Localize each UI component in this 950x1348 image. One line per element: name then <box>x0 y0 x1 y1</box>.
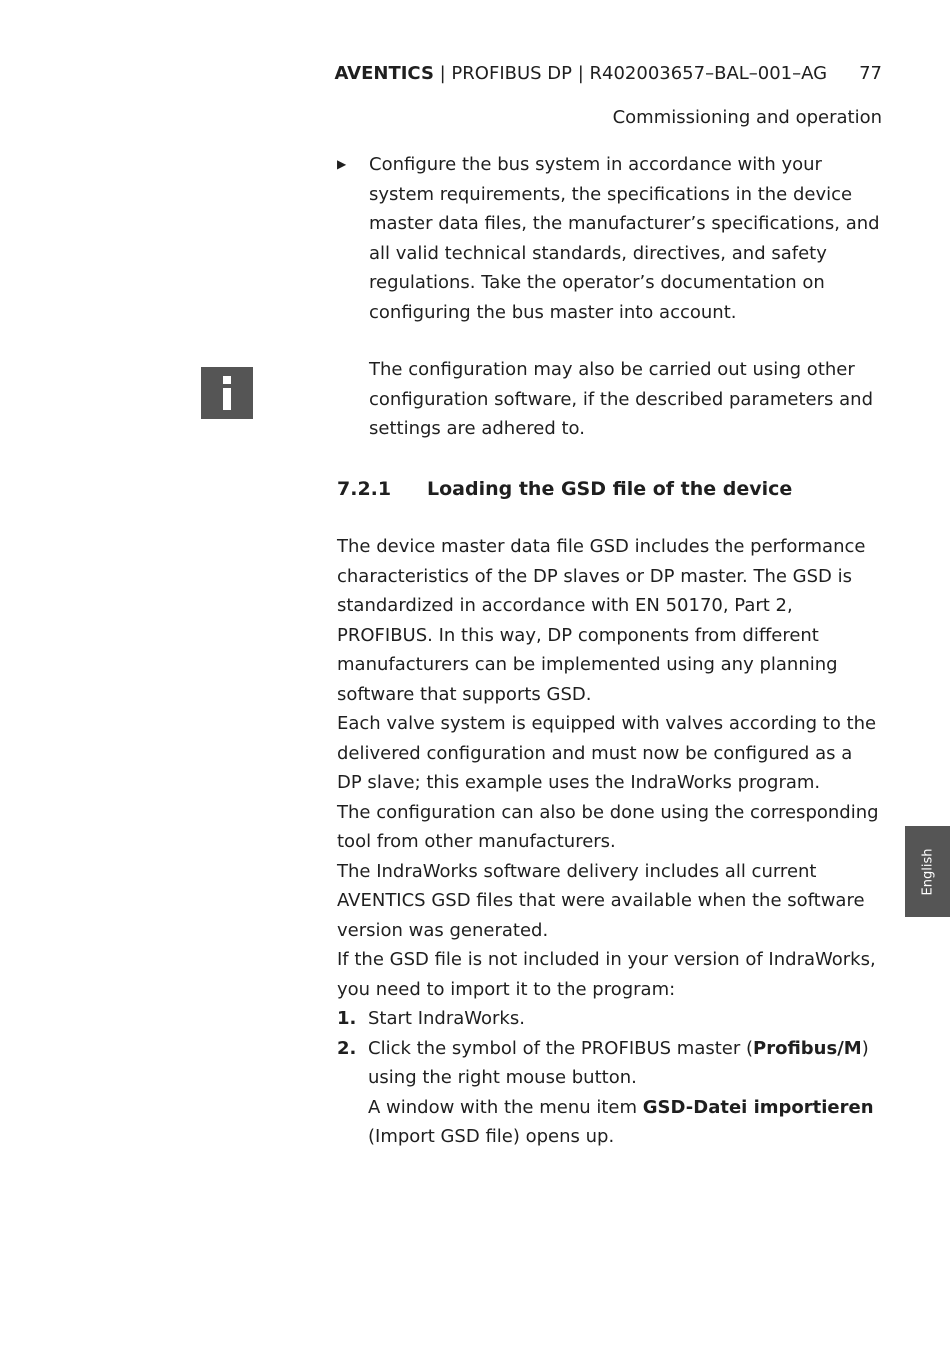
info-note: The configuration may also be carried out using other configuration software, if the described parameters and settings are adhered to. <box>369 359 873 439</box>
step-item <box>337 1004 882 1034</box>
heading-title: Loading the GSD file of the device <box>427 478 793 500</box>
page-number: 77 <box>859 63 882 84</box>
heading-number: 7.2.1 <box>337 478 392 500</box>
step-number: 2. <box>337 1037 357 1059</box>
step-number: 1. <box>337 1008 357 1029</box>
section-header: Commissioning and operation <box>612 107 882 128</box>
step-text: Click the symbol of the PROFIBUS master (Profibus/M) using the right mouse button. <box>368 1037 869 1088</box>
info-icon <box>201 367 253 419</box>
document-id: | PROFIBUS DP | R402003657–BAL–001–AG <box>433 63 828 84</box>
step-result: A window with the menu item GSD-Datei importieren (Import GSD file) opens up. <box>368 1096 874 1147</box>
instruction-bullet <box>337 150 882 327</box>
body-text <box>337 532 882 1152</box>
paragraph: The configuration can also be done using the corresponding tool from other manufacturers. <box>337 801 879 852</box>
step-item <box>337 1034 882 1152</box>
paragraph: The IndraWorks software delivery includes all current AVENTICS GSD files that were available when the software version was generated. <box>337 860 865 941</box>
paragraph: If the GSD file is not included in your version of IndraWorks, you need to import it to the program: <box>337 949 876 1000</box>
language-label: English <box>920 848 935 895</box>
language-tab <box>905 826 950 917</box>
brand-name: AVENTICS <box>334 63 434 84</box>
section-heading <box>337 476 882 502</box>
paragraph: Each valve system is equipped with valves according to the delivered configuration and must now be configured as a DP slave; this example uses the IndraWorks program. <box>337 713 877 793</box>
ui-label-profibus-master: Profibus/M <box>753 1037 862 1059</box>
paragraph: The device master data file GSD includes the performance characteristics of the DP slaves or DP master. The GSD is standardized in accordance with EN 50170, Part 2, PROFIBUS. In this way, DP components from different manufacturers can be implemented using any planning software that supports GSD. <box>337 536 866 705</box>
ui-label-menu-item: GSD-Datei importieren <box>642 1096 874 1118</box>
step-text: Start IndraWorks. <box>368 1008 525 1029</box>
running-header <box>334 62 882 86</box>
bullet-triangle-icon: ▶ <box>337 157 347 171</box>
bullet-text: Configure the bus system in accordance with your system requirements, the specifications in the device master data files, the manufacturer’s specifications, and all valid technical standards, directives, and safety regulations. Take the operator’s documentation on configuring the bus master into account. <box>369 154 880 323</box>
